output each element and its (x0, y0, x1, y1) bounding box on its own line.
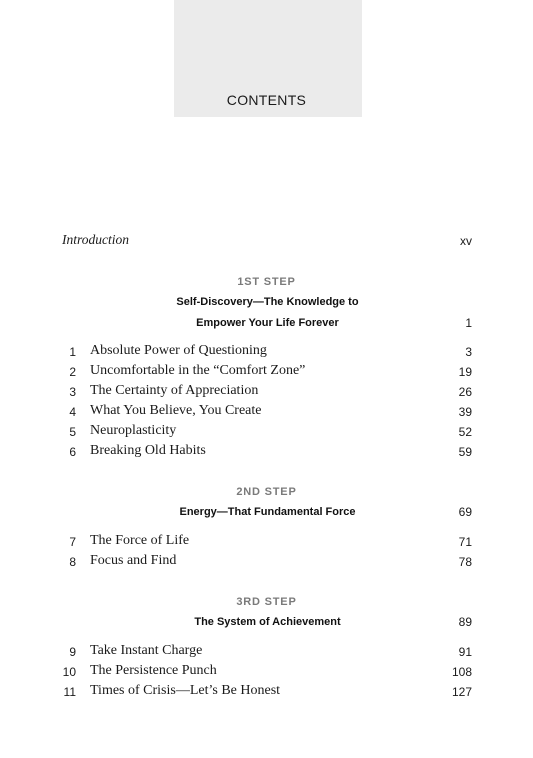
toc-chapter-row[interactable] (60, 663, 472, 681)
chapter-title: The Certainty of Appreciation (90, 383, 259, 398)
chapter-page: 52 (458, 425, 472, 439)
step-2-title[interactable]: Energy—That Fundamental Force (179, 506, 356, 518)
chapter-number: 4 (69, 405, 76, 419)
chapter-number: 3 (69, 385, 76, 399)
toc-chapter-row[interactable] (60, 363, 472, 381)
chapter-title: Focus and Find (90, 553, 177, 568)
toc-chapter-row[interactable] (60, 423, 472, 441)
toc-intro-label[interactable]: Introduction (62, 232, 129, 247)
step-2-label: 2ND STEP (236, 486, 297, 498)
toc-chapter-row[interactable] (60, 553, 472, 571)
step-1-label: 1ST STEP (237, 276, 296, 288)
step-1-title-line2[interactable]: Empower Your Life Forever (196, 317, 339, 329)
chapter-page: 26 (458, 385, 472, 399)
toc-chapter-row[interactable] (60, 533, 472, 551)
chapter-title: Neuroplasticity (90, 423, 177, 438)
chapter-number: 7 (69, 535, 76, 549)
chapter-title: Take Instant Charge (90, 643, 203, 658)
chapter-page: 71 (458, 535, 472, 549)
chapter-title: Uncomfortable in the “Comfort Zone” (90, 363, 306, 378)
toc-chapter-row[interactable] (60, 383, 472, 401)
chapter-number: 2 (69, 365, 76, 379)
chapter-title: The Force of Life (90, 533, 190, 548)
chapter-number: 1 (69, 345, 76, 359)
chapter-title: Absolute Power of Questioning (90, 343, 267, 358)
chapter-page: 127 (451, 685, 472, 699)
chapter-page: 3 (465, 345, 472, 359)
toc-chapter-row[interactable] (60, 343, 472, 361)
step-1-page: 1 (465, 316, 472, 330)
chapter-page: 39 (458, 405, 472, 419)
chapter-number: 10 (62, 665, 76, 679)
chapter-title: What You Believe, You Create (90, 403, 262, 418)
chapter-number: 6 (69, 445, 76, 459)
toc-chapter-row[interactable] (60, 683, 472, 701)
chapter-number: 9 (69, 645, 76, 659)
toc-chapter-row[interactable] (60, 443, 472, 461)
toc-chapter-row[interactable] (60, 643, 472, 661)
step-3-title[interactable]: The System of Achievement (194, 616, 341, 628)
chapter-page: 78 (458, 555, 472, 569)
chapter-page: 91 (458, 645, 472, 659)
page-title: CONTENTS (226, 92, 307, 108)
toc-chapter-row[interactable] (60, 403, 472, 421)
chapter-title: The Persistence Punch (90, 663, 217, 678)
step-1-title-line1[interactable]: Self-Discovery—The Knowledge to (176, 296, 359, 308)
chapter-number: 8 (69, 555, 76, 569)
chapter-number: 5 (69, 425, 76, 439)
chapter-page: 59 (458, 445, 472, 459)
chapter-number: 11 (63, 685, 76, 699)
chapter-page: 108 (451, 665, 472, 679)
step-2-page: 69 (458, 505, 472, 519)
step-3-label: 3RD STEP (236, 596, 297, 608)
step-3-page: 89 (458, 615, 472, 629)
chapter-page: 19 (458, 365, 472, 379)
chapter-title: Breaking Old Habits (90, 443, 206, 458)
chapter-title: Times of Crisis—Let’s Be Honest (90, 683, 281, 698)
toc-intro-page: xv (460, 234, 472, 248)
